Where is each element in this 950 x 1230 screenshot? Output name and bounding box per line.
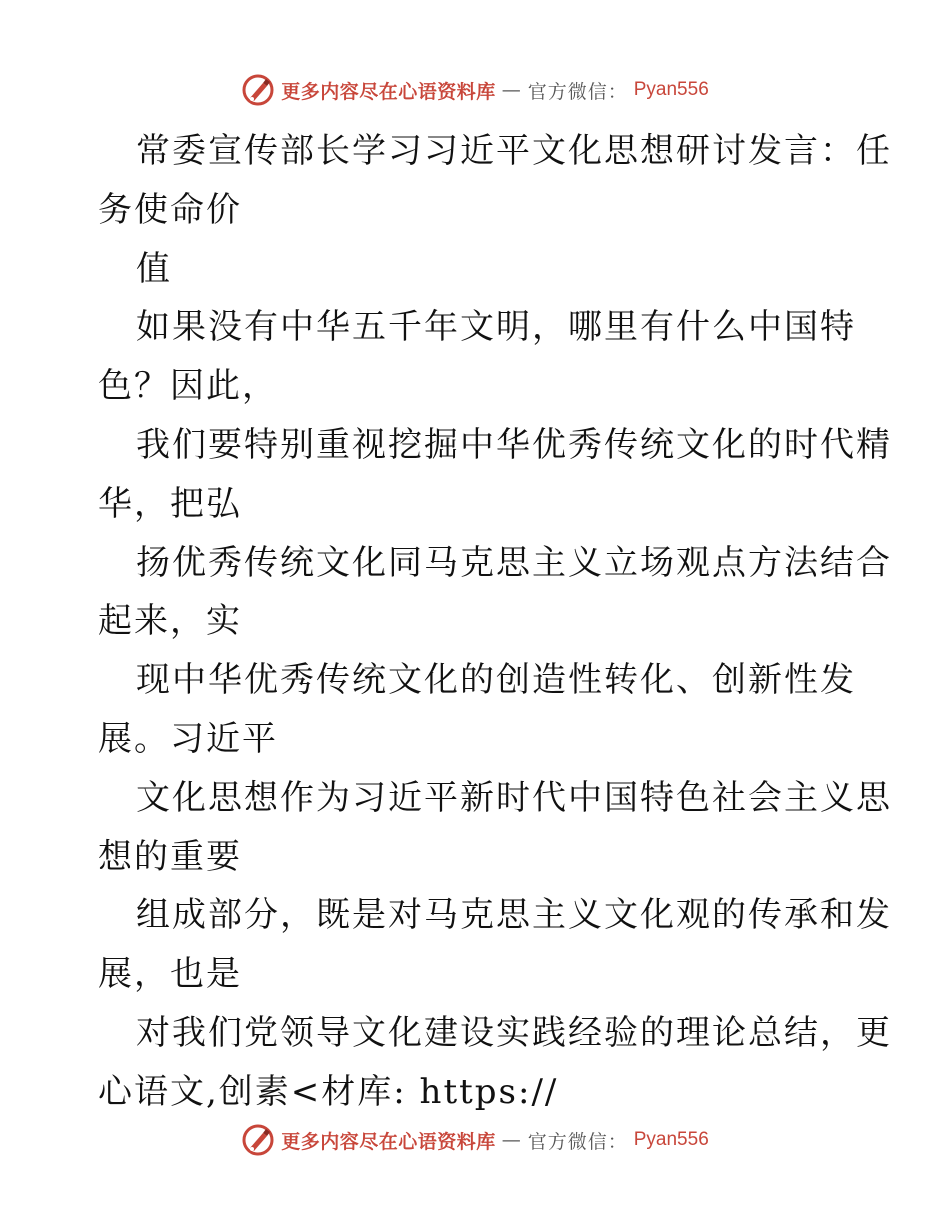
document-line: 色？因此，: [98, 366, 278, 407]
pen-logo-icon: [241, 73, 275, 107]
watermark-brand-text: 更多内容尽在心语资料库: [281, 80, 496, 103]
document-line: 我们要特别重视挖掘中华优秀传统文化的时代精: [136, 424, 892, 465]
watermark-separator: —: [501, 1129, 522, 1151]
watermark-wechat-id: Pyan556: [633, 1129, 709, 1150]
watermark-wechat-label: 官方微信：: [527, 80, 628, 103]
watermark-brand-text: 更多内容尽在心语资料库: [281, 1130, 496, 1153]
document-line: 值: [136, 248, 172, 289]
watermark-wechat-label: 官方微信：: [527, 1130, 628, 1153]
document-line: 展，也是: [98, 954, 242, 995]
document-line: 对我们党领导文化建设实践经验的理论总结，更: [136, 1012, 892, 1053]
watermark-separator: —: [501, 79, 522, 101]
watermark-wechat-id: Pyan556: [633, 79, 709, 100]
document-line: 华，把弘: [98, 483, 242, 524]
document-line: 现中华优秀传统文化的创造性转化、创新性发: [136, 660, 856, 701]
document-line: 想的重要: [98, 836, 242, 877]
pen-logo-icon: [241, 1123, 275, 1157]
document-body: [98, 122, 892, 1122]
document-line: 组成部分，既是对马克思主义文化观的传承和发: [136, 895, 892, 936]
document-line: 务使命价: [98, 189, 242, 230]
document-line: 如果没有中华五千年文明，哪里有什么中国特: [136, 307, 856, 348]
header-watermark: [0, 70, 950, 110]
document-line: 展。习近平: [98, 718, 278, 759]
document-line: 扬优秀传统文化同马克思主义立场观点方法结合: [136, 542, 892, 583]
document-line: 常委宣传部长学习习近平文化思想研讨发言：任: [136, 131, 892, 171]
document-line: 文化思想作为习近平新时代中国特色社会主义思: [136, 777, 892, 818]
footer-watermark: [0, 1120, 950, 1160]
document-line: 心语文,创素<材库: https://: [98, 1071, 559, 1112]
document-line: 起来，实: [98, 601, 242, 642]
